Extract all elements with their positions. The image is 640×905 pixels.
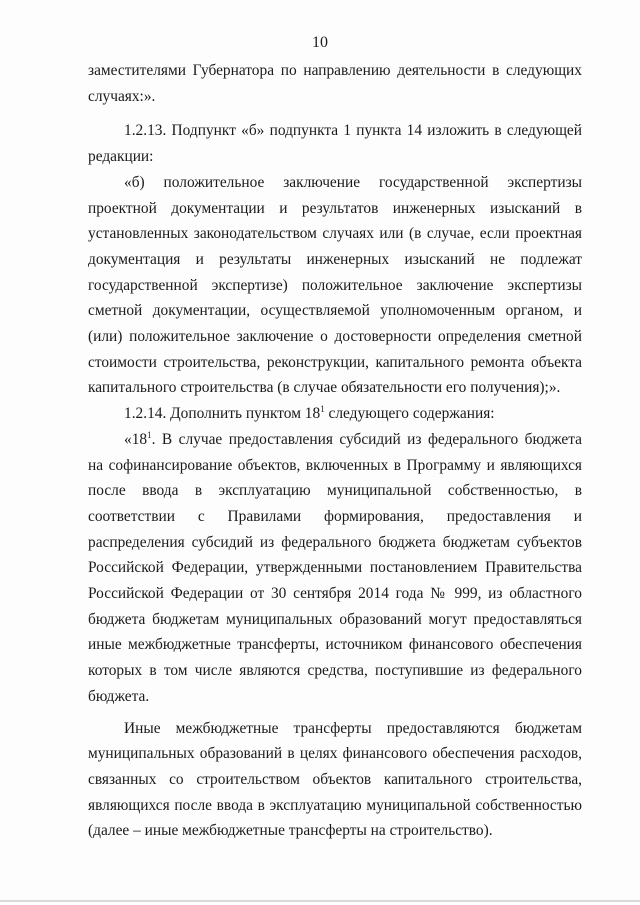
page-bottom-edge [0,900,640,902]
superscript-marker: 1 [320,404,325,415]
paragraph-1-2-14-tail: следующего содержания: [324,405,495,423]
paragraph-point-18-1-text: . В случае предоставления субсидий из федерального бюджета на софинансирование объектов, включенных в Программу и являющихся после ввода в эксплуатацию муниципальной собственностью, в соответствии с Правилами формирования, предоставления и распределения субсидий из федерального бюджета бюджетам субъектов Российской Федерации, утвержденными постановлением Правительства Российской Федерации от 30 сентября 2014 года № 999, из областного бюджета бюджетам муниципальных образований могут предоставляться иные межбюджетные трансферты, источником финансового обеспечения которых в том числе являются средства, поступившие из федерального бюджета. [88,430,582,705]
paragraph-point-18-1-open: «18 [124,430,148,448]
superscript-marker: 1 [147,429,152,440]
paragraph-continuation: заместителями Губернатора по направлению деятельности в следующих случаях:». [88,62,582,105]
page-number: 10 [312,34,328,51]
paragraph-1-2-14 [88,401,582,427]
document-body [88,58,582,844]
paragraph-point-18-1 [88,427,582,710]
paragraph-1-2-13: 1.2.13. Подпункт «б» подпункта 1 пункта 14 изложить в следующей редакции: [88,122,582,166]
paragraph-transfers: Иные межбюджетные трансферты предоставляются бюджетам муниципальных образований в целях финансового обеспечения расходов, связанных со строительством объектов капитального строительства, являющихся после ввода в эксплуатацию муниципальной собственностью (далее – иные межбюджетные трансферты на строительство). [88,719,582,840]
paragraph-1-2-14-text: 1.2.14. Дополнить пунктом 18 [124,405,321,423]
paragraph-subpoint-b: «б) положительное заключение государственной экспертизы проектной документации и результатов инженерных изысканий в установленных законодательством случаях или (в случае, если проектная документация и результаты инженерных изысканий не подлежат государственной экспертизе) положительное заключение экспертизы сметной документации, осуществляемой уполномоченным органом, и (или) положительное заключение о достоверности определения сметной стоимости строительства, реконструкции, капитального ремонта объекта капитального строительства (в случае обязательности его получения);». [88,173,582,397]
